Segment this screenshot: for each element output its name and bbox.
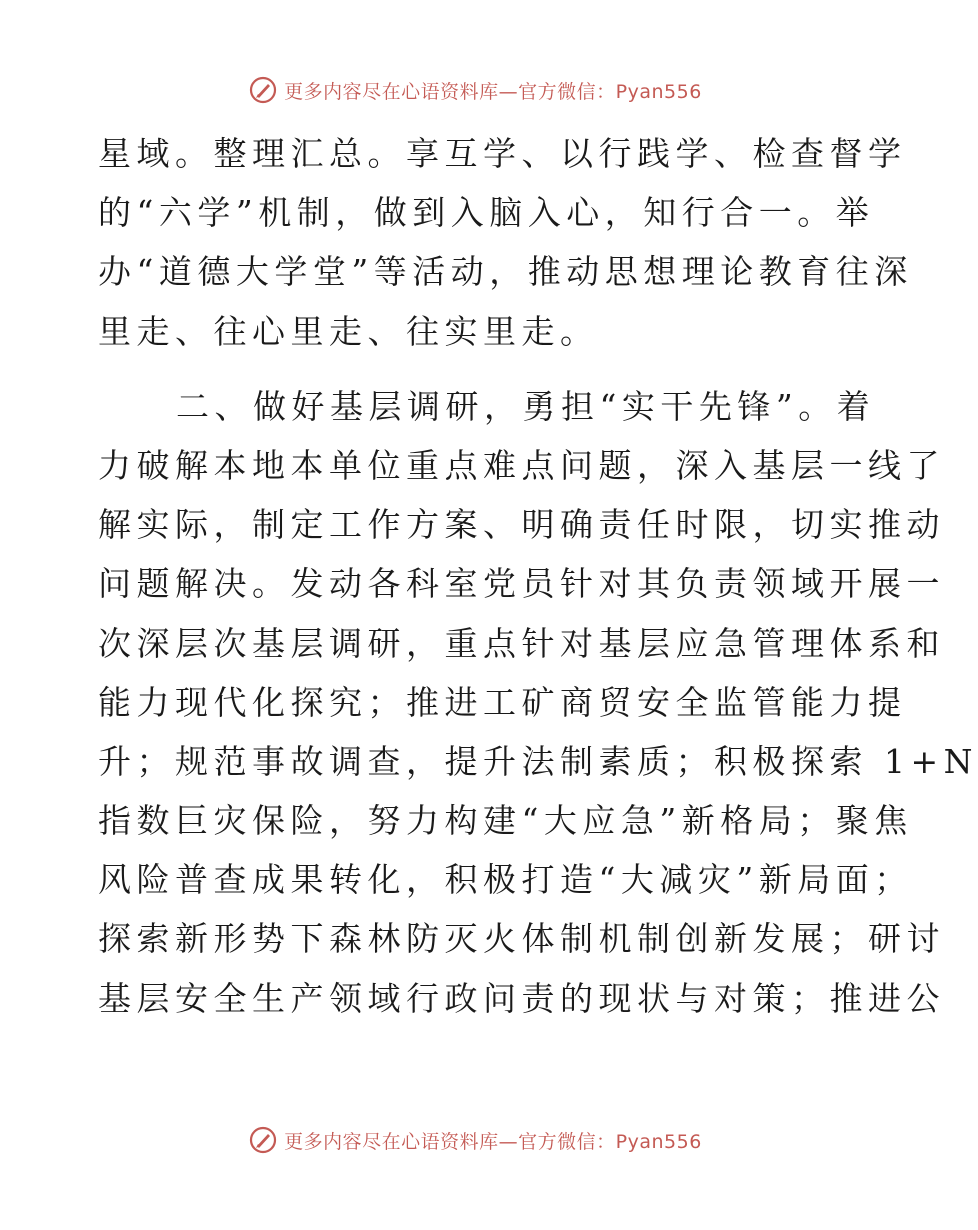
text-line: 的“六学”机制，做到入脑入心，知行合一。举 — [98, 193, 875, 233]
watermark-text: 更多内容尽在心语资料库—官方微信：Pyan556 — [284, 80, 702, 103]
paragraph-continuation — [98, 124, 913, 361]
text-line: 探索新形势下森林防灭火体制机制创新发展；研讨 — [98, 919, 945, 959]
section-heading-line: 二、做好基层调研，勇担“实干先锋”。着 — [176, 386, 876, 426]
quill-logo-icon — [248, 1125, 278, 1155]
document-body — [98, 124, 978, 1028]
header-watermark — [0, 70, 950, 110]
text-line: 基层安全生产领域行政问责的现状与对策；推进公 — [98, 978, 945, 1018]
footer-watermark — [0, 1120, 950, 1160]
watermark-text: 更多内容尽在心语资料库—官方微信：Pyan556 — [284, 1130, 702, 1153]
paragraph-gap — [98, 361, 858, 377]
text-line: 力破解本地本单位重点难点问题，深入基层一线了 — [98, 445, 945, 485]
text-line: 风险普查成果转化，积极打造“大减灾”新局面； — [98, 860, 913, 900]
text-line: 升；规范事故调查，提升法制素质；积极探索 1+N — [98, 741, 978, 781]
text-line: 解实际，制定工作方案、明确责任时限，切实推动 — [98, 505, 945, 545]
text-line: 问题解决。发动各科室党员针对其负责领域开展一 — [98, 564, 945, 604]
text-line: 办“道德大学堂”等活动，推动思想理论教育往深 — [98, 252, 913, 292]
text-line: 能力现代化探究；推进工矿商贸安全监管能力提 — [98, 682, 907, 722]
text-line: 里走、往心里走、往实里走。 — [98, 311, 599, 351]
text-line: 指数巨灾保险，努力构建“大应急”新格局；聚焦 — [98, 801, 913, 841]
paragraph-section-two — [98, 377, 978, 1028]
quill-logo-icon — [248, 75, 278, 105]
text-line: 星域。整理汇总。享互学、以行践学、检查督学 — [98, 134, 907, 173]
text-line: 次深层次基层调研，重点针对基层应急管理体系和 — [98, 623, 945, 663]
